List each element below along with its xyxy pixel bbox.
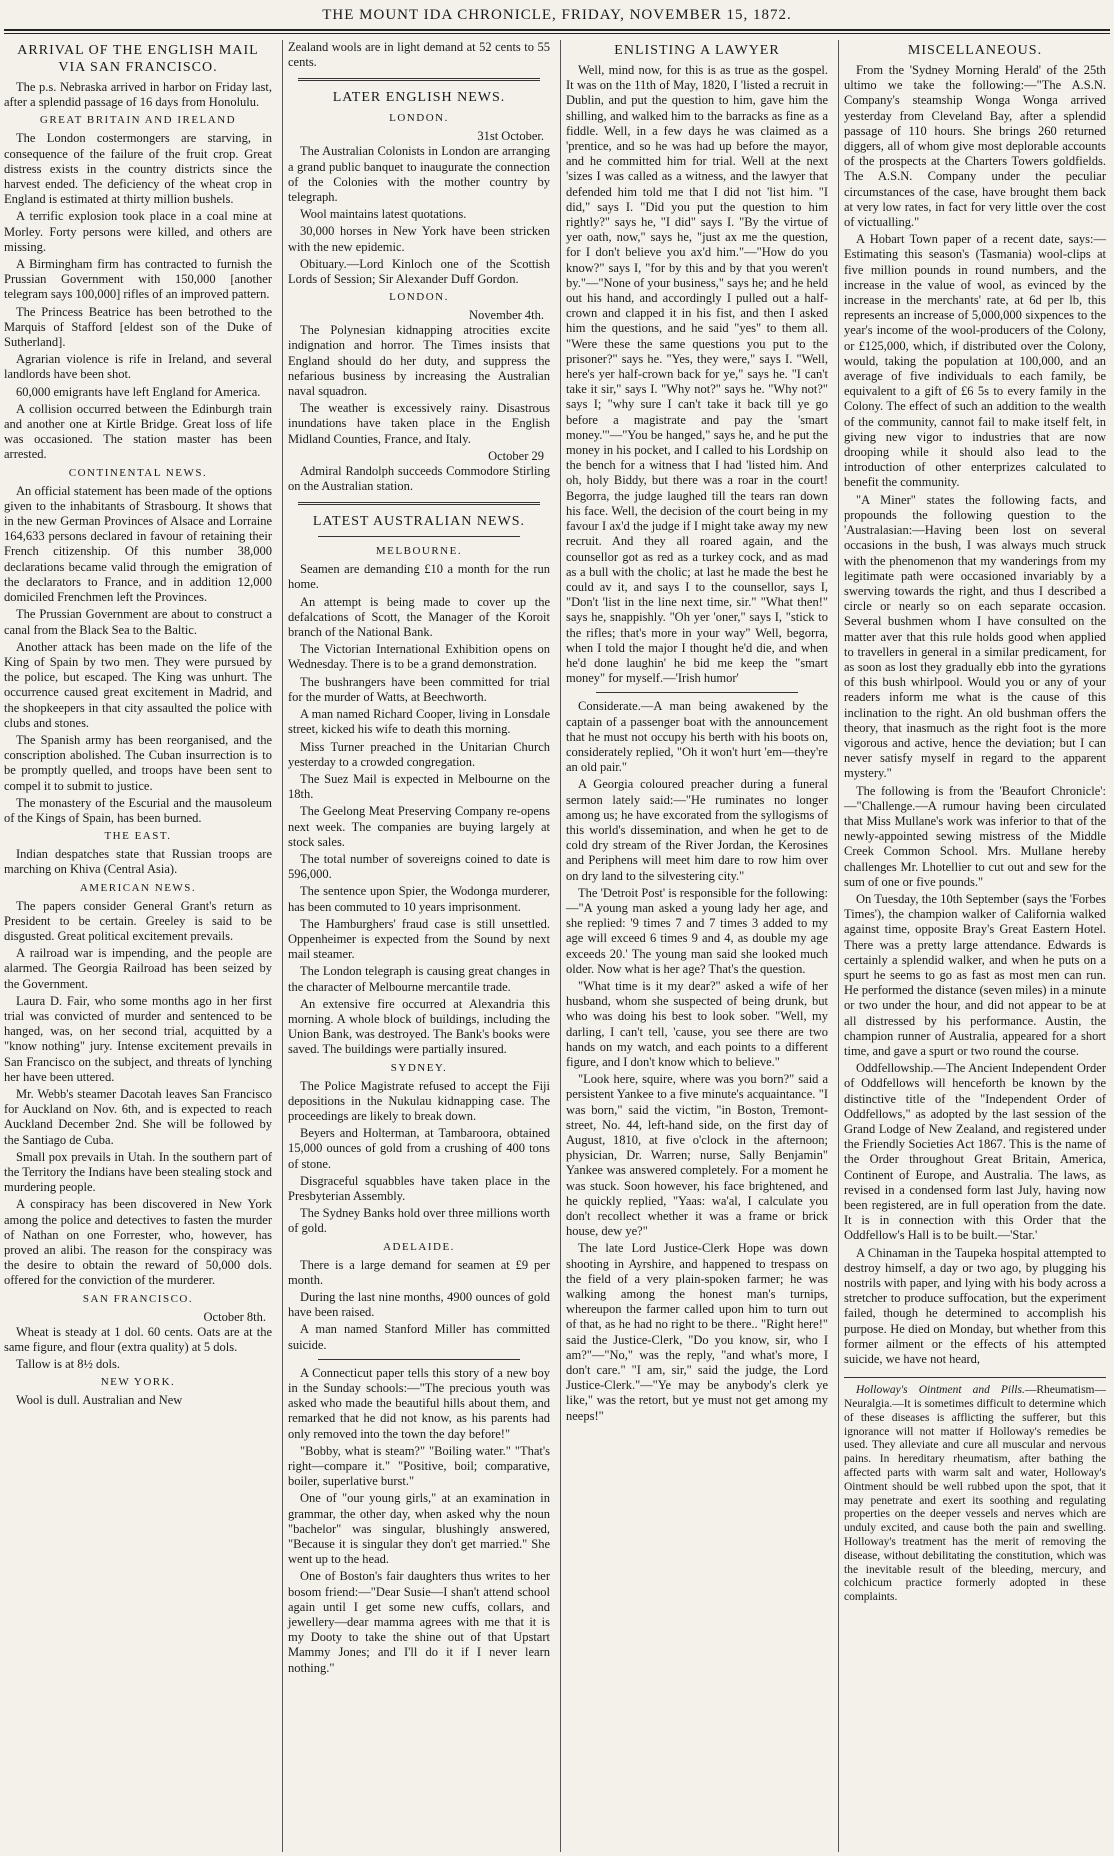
misc-anecdotes: [566, 699, 828, 1424]
article-paragraph: One of Boston's fair daughters thus writes to her bosom friend:—"Dear Susie—I shan't attend school again until I get some new cuffs, collars, and jewellery—dear mamma agrees with me that it is my Dooty to take the shine out of that Upstart Mammy Jones; and I'll do it if I never learn nothing.": [288, 1569, 550, 1675]
section-heading: LONDON.: [389, 291, 449, 304]
article-paragraph: Agrarian violence is rife in Ireland, and several landlords have been shot.: [4, 352, 272, 382]
article-paragraph: Beyers and Holterman, at Tambaroora, obtained 15,000 ounces of gold from a crushing of 400 tons of stone.: [288, 1126, 550, 1171]
article-paragraph: A Connecticut paper tells this story of a new boy in the Sunday schools:—"The precious youth was asked who made the beautiful hills about them, and remarked that he did not know, as his parents had only removed into the town the day before!": [288, 1365, 550, 1441]
article-paragraph: 60,000 emigrants have left England for America.: [16, 384, 261, 399]
article-paragraph: An official statement has been made of the options given to the inhabitants of Strasbourg. It shows that in the new German Provinces of Alsace and Lorraine 164,633 persons declared in favour of retaining their French citizenship. Of this number 38,000 declarations became valid through the emigration of the declarators to France, and in addition 12,000 domiciled Frenchmen left the Provinces.: [4, 483, 272, 605]
article-paragraph: The sentence upon Spier, the Wodonga murderer, has been commuted to 10 years imprisonment.: [288, 884, 550, 914]
divider: [298, 78, 540, 81]
article-paragraph: An attempt is being made to cover up the defalcations of Scott, the Manager of the Koroit branch of the National Bank.: [288, 594, 550, 640]
advertisement-text: —Rheumatism—Neuralgia.—It is sometimes difficult to determine which of these diseases is afflicting the sufferer, but this ignorance will not matter if Holloway's remedies be used. They alleviate and cure all muscular and nervous pains. In hereditary rheumatism, after bathing the affected parts with warm salt and water, Holloway's Ointment should be well rubbed upon the spot, that it may penetrate and exert its soothing and regulating properties on the deeper vessels and nerves which are unduly excited, and cause both the pain and swelling. Holloway's treatment has the merit of removing the disease, without debilitating the constitution, which was the inevitable result of the bleeding, mercury, and colchicum practice formerly adopted in these complaints.: [844, 1384, 1106, 1604]
article-paragraph: Zealand wools are in light demand at 52 cents to 55 cents.: [288, 40, 550, 70]
section-heading: SYDNEY.: [390, 1061, 448, 1074]
article-paragraph: The monastery of the Escurial and the mausoleum of the Kings of Spain, has been burned.: [4, 795, 272, 825]
article-paragraph: The following is from the 'Beaufort Chronicle':—"Challenge.—A rumour having been circulated that Miss Mullane's work was inferior to that of the newly-appointed sewing mistress of the Middle Creek Common School. Mrs. Mullane hereby challenges Mr. Lhotellier to cut out and sew for the sum of one or five pounds.": [844, 783, 1106, 889]
article-paragraph: Miss Turner preached in the Unitarian Church yesterday to a crowded congregation.: [288, 739, 550, 769]
american-news: [4, 899, 272, 1289]
section-heading: AMERICAN NEWS.: [79, 881, 197, 894]
masthead-rule-thin: [4, 33, 1110, 34]
london-news-1: [288, 144, 550, 287]
article-paragraph: A Chinaman in the Taupeka hospital attempted to destroy himself, a day or two ago, by plugging his nostrils with paper, and lying with his body across a stretcher to produce suffocation, but the experiment failed, though he determined to accomplish his purpose. He died on Monday, but whether from this former ailment or the effects of his attempted suicide, we have not heard,: [844, 1245, 1106, 1367]
divider: [318, 1359, 520, 1360]
article-paragraph: A man named Stanford Miller has committed suicide.: [288, 1322, 550, 1352]
article-paragraph: A terrific explosion took place in a coal mine at Morley. Forty persons were killed, and others are missing.: [4, 209, 272, 254]
new-york-news: [4, 1393, 272, 1408]
article-paragraph: The p.s. Nebraska arrived in harbor on Friday last, after a splendid passage of 16 days from Honolulu.: [4, 80, 272, 110]
article-paragraph: Considerate.—A man being awakened by the captain of a passenger boat with the announcement that he must not occupy his berth with his boots on, considerately replied, "Oh it won't hurt 'em—they're an old pair.": [566, 699, 828, 775]
article-paragraph: The Prussian Government are about to construct a canal from the Black Sea to the Baltic.: [4, 607, 272, 637]
misc-anecdotes: [288, 1366, 550, 1676]
section-heading: MELBOURNE.: [375, 545, 463, 558]
london-news-2: [288, 323, 550, 447]
column-3: [560, 40, 832, 1852]
section-heading: CONTINENTAL NEWS.: [68, 466, 208, 479]
article-paragraph: The Victorian International Exhibition opens on Wednesday. There is to be a grand demonstration.: [288, 642, 550, 672]
section-heading: GREAT BRITAIN AND IRELAND: [39, 114, 237, 127]
article-paragraph: The total number of sovereigns coined to date is 596,000.: [288, 851, 550, 882]
october-29-news: [288, 464, 550, 494]
article-paragraph: A conspiracy has been discovered in New York among the police and detectives to fasten the murder of Nathan on one Forrester, who, however, has proved an alibi. The reason for the conspiracy was the desire to obtain the reward of 50,000 dols. offered for the conviction of the murderer.: [4, 1197, 272, 1288]
continental-news: [4, 484, 272, 826]
article-paragraph: One of "our young girls," at an examination in grammar, the other day, when asked why the noun "bachelor" was singular, blushingly answered, "Because it is singular they don't get married." She went up to the head.: [288, 1491, 550, 1567]
article-paragraph: A Birmingham firm has contracted to furnish the Prussian Government with 150,000 [another telegram says 100,000] rifles of an improved pattern.: [4, 257, 272, 302]
article-paragraph: Laura D. Fair, who some months ago in her first trial was convicted of murder and sentenced to be hanged, was, on her second trial, acquitted by a "know nothing" jury. Intense excitement prevails in San Francisco on the subject, and threats of lynching her have been uttered.: [4, 993, 272, 1084]
article-paragraph: Well, mind now, for this is as true as the gospel. It was on the 11th of May, 1820, I 'listed a recruit in Dublin, and put the question to him, gave him the shilling, and walked him to the barracks as fine as a fiddle. Well, in a few days he was claimed as a 'prentice, and so he was had up before the mayor, and he committed him for trial. Well at the next 'sizes I was called as a witness, and the lawyer that defended him told me that I did not 'list him. "I did," says I. "Did you put the question to him rightly?" says he, "I did" says I. "By the virtue of yer oath, now," says he, "just ax me the question, for I don't believe you ax'd him."—"How do you know?" says I, "for by this and by that you weren't by."—"None of your business," says he; and he held out his hand, and accordingly I pulled out a half-crown and clapped it in his fist, and then I asked him the questions, and he said "yes" to them all. "Were these the same questions you put to the prisoner?" says he. "Yes, they were," says I. "Well, here's yer half-crown back for ye," says he. "I can't take it sir," says I. "Why not?" says he. "Why not?" says I; "why sure I can't take it back till ye go before a magistrate and pay the 'smart money.'"—"You be hanged," says he, and he put the money in his pocket, and I called to his Lordship on the bench for a witness that I had 'listed him. And oh, holy Biddy, but there was a roar in the court! Begorra, the judge laughed till the tears ran down his face. Well, the decision of the court being in my favour I ax'd the judge if I might take away my new recruit. And they all roared again, and the counsellor got as red as a turkey cock, and as mad as a bull with the cholic; at last he made the best he could av it, and says I to the counsellor, says I, "Don't 'list in the line next time, sir." "What then!" says he, snappishly. "Oh yer 'oner," says I, "stick to the rifles; that's more in your way" Well, begorra, when I told the major I thought he'd die, and when he'd done laughin' he bid me keep the "smart money" for myself.—'Irish humor': [566, 63, 828, 686]
miscellaneous-heading: MISCELLANEOUS.: [907, 43, 1043, 58]
divider: [318, 536, 520, 537]
article-paragraph: Wool maintains latest quotations.: [300, 207, 467, 222]
page-columns: [4, 40, 1110, 1852]
article-paragraph: A collision occurred between the Edinburgh train and another one at Kirtle Bridge. Great loss of life was occasioned. The station master has been arrested.: [4, 401, 272, 462]
article-paragraph: The Sydney Banks hold over three millions worth of gold.: [288, 1206, 550, 1236]
later-english-heading: LATER ENGLISH NEWS.: [332, 90, 506, 106]
article-paragraph: Indian despatches state that Russian troops are marching on Khiva (Central Asia).: [4, 847, 272, 877]
article-paragraph: During the last nine months, 4900 ounces of gold have been raised.: [288, 1290, 550, 1320]
article-paragraph: A Hobart Town paper of a recent date, says:—Estimating this season's (Tasmania) wool-clips at five million pounds in round numbers, and the increase in the value of wool, as evinced by the increase in the merchants' rate, at 6d per lb, this represents an increase of 5,000,000 sixpences to the year's income of the wool-producers of the Colony, or £125,000, which, if distributed over the Colony, would, taking the population at 100,000, and an average of five individuals to each family, be equivalent to a gift of £6 5s to every family in the Colony. The effect of such an addition to the wealth of the community, cannot fail to make itself felt, in giving new vigor to industries that are now drooping while it should also lead to the introduction of other enterprizes calculated to benefit the community.: [844, 232, 1106, 490]
australian-news-heading: LATEST AUSTRALIAN NEWS.: [312, 514, 526, 530]
section-heading: NEW YORK.: [100, 1376, 176, 1389]
article-paragraph: Mr. Webb's steamer Dacotah leaves San Francisco for Auckland on Nov. 6th, and is expected to reach Auckland December 2nd. She will be followed by the Santiago de Cuba.: [4, 1086, 272, 1147]
column-1: [4, 40, 276, 1852]
article-paragraph: An extensive fire occurred at Alexandria this morning. A whole block of buildings, including the Union Bank, was destroyed. The Bank's books were saved. The buildings were partially insured.: [288, 996, 550, 1057]
article-paragraph: A railroad war is impending, and the people are alarmed. The Georgia Railroad has been seized by the Government.: [4, 946, 272, 991]
gb-news: [4, 131, 272, 462]
melbourne-news: [288, 562, 550, 1057]
article-paragraph: There is a large demand for seamen at £9 per month.: [288, 1257, 550, 1287]
article-paragraph: The Geelong Meat Preserving Company re-opens next week. The companies are buying largely at stock sales.: [288, 804, 550, 849]
article-paragraph: Admiral Randolph succeeds Commodore Stirling on the Australian station.: [288, 463, 550, 494]
sydney-news: [288, 1079, 550, 1237]
article-paragraph: The Hamburghers' fraud case is still unsettled. Oppenheimer is expected from the Sound by next mail steamer.: [288, 916, 550, 962]
column-4: [838, 40, 1110, 1852]
miscellaneous-news: [844, 63, 1106, 1367]
article-paragraph: A Georgia coloured preacher during a funeral sermon lately said:—"He ruminates no longer among us; he have excorated from the syllogisms of this world's dissemination, and when he get to de cold dry stream of the River Jordan, the Kerosines and Periphens will meet him dare to row him over on dry land to the silvestering city.": [566, 777, 828, 883]
article-paragraph: Wheat is steady at 1 dol. 60 cents. Oats are at the same figure, and flour (extra quality) at 5 dols.: [4, 1324, 272, 1354]
san-francisco-news: [4, 1325, 272, 1373]
dateline: October 29: [488, 448, 544, 463]
article-paragraph: Tallow is at 8½ dols.: [16, 1357, 120, 1372]
article-paragraph: "Look here, squire, where was you born?" said a persistent Yankee to a five minute's acquaintance. "I was born," said the victim, "in Boston, Tremont-street, No. 44, left-hand side, on the first day of August, 1810, at five o'clock in the afternoon; physician, Dr. Warren; nurse, Sally Benjamin" Yankee was answered completely. For a moment he was stuck. Soon however, his face brightened, and he quickly replied, "Yaas: wa'al, I calculate you don't recollect whether it was a frame or brick house, dew ye?": [566, 1072, 828, 1239]
divider: [298, 502, 540, 505]
article-paragraph: Oddfellowship.—The Ancient Independent Order of Oddfellows will henceforth be known by the distinctive title of the "Independent Order of Oddfellows," as adopted by the last session of the Grand Lodge of New Zealand, and registered under the Friendly Societies Act 1867. This is the name of the Order throughout Great Britain, America, Continent of Europe, and Australia. The laws, as revised in a condensed form last July, having now been registered, are in full operation from the date. It is in connection with this Order that the Oddfellow's Hall is to be built.—'Star.': [844, 1061, 1106, 1243]
article-paragraph: Small pox prevails in Utah. In the southern part of the Territory the Indians have been stealing stock and murdering people.: [4, 1149, 272, 1195]
divider: [596, 692, 798, 693]
section-heading: SAN FRANCISCO.: [82, 1292, 194, 1305]
section-heading: THE EAST.: [104, 830, 172, 843]
adelaide-news: [288, 1258, 550, 1353]
dateline: November 4th.: [469, 308, 544, 323]
article-paragraph: On Tuesday, the 10th September (says the 'Forbes Times'), the champion walker of California walked against time, opposite Bray's Great Eastern Hotel. There was a pretty large attendance. Edwards is certainly a splendid walker, and when he puts on a spurt he seems to go as fast as most men can run. He performed the distance (seven miles) in a minute or two under the hour, and did not appear to be at all distressed by his performance. Austin, the champion runner of Australia, appeared for a short time, and gave a spurt or two round the course.: [844, 891, 1106, 1058]
article-paragraph: The London telegraph is causing great changes in the character of Melbourne mercantile trade.: [288, 964, 550, 994]
holloway-advertisement: [844, 1377, 1106, 1605]
article-paragraph: Obituary.—Lord Kinloch one of the Scottish Lords of Session; Sir Alexander Duff Gordon.: [288, 256, 550, 287]
article-paragraph: The Australian Colonists in London are arranging a grand public banquet to inaugurate the connection of the Colonies with the mother country by telegraph.: [288, 144, 550, 205]
article-paragraph: The Police Magistrate refused to accept the Fiji depositions in the Nukulau kidnapping case. The proceedings are likely to break down.: [288, 1078, 550, 1123]
article-paragraph: The Spanish army has been reorganised, and the conscription abolished. The Cuban insurrection is to be promptly quelled, and troops have been sent to compel it to submit to justice.: [4, 732, 272, 793]
article-paragraph: The 'Detroit Post' is responsible for the following:—"A young man asked a young lady her age, and she replied: '9 times 7 and 7 times 3 added to my age will exceed 6 times 9 and 4, as double my age exceeds 20.' The young man said she looked much older. Now what is her age? That's the question.: [566, 885, 828, 976]
article-paragraph: A man named Richard Cooper, living in Lonsdale street, kicked his wife to death this morning.: [288, 707, 550, 737]
article-paragraph: Seamen are demanding £10 a month for the run home.: [288, 562, 550, 592]
article-paragraph: "A Miner" states the following facts, and propounds the following question to the 'Australasian:—Having been lost on several occasions in the bush, I was always much struck with the phenomenon that my wanderings from my legitimate path were occasioned invariably by a swerving towards the right, and thus I described a circle or nearly so on each separate occasion. Several bushmen whom I have consulted on the matter aver that this rule holds good when applied to travellers in general in a similar predicament, for as soon as lost they gradually ebb into the gyrations of this bush whirlpool. Would you or any of your readers inform me what is the cause of this inclination to the right. An old bushman offers the theory, that inasmuch as the right foot is the more vigorous and active, hence the deviation; but I can never satisfy myself in regard to the apparent mystery.": [844, 492, 1106, 781]
masthead-rule: [4, 29, 1110, 31]
article-paragraph: The London costermongers are starving, in consequence of the failure of the fruit crop. Great distress exists in the country districts since the harvest ended. The deficiency of the wheat crop in England is estimated at thirty million bushels.: [4, 131, 272, 207]
article-paragraph: Wool is dull. Australian and New: [16, 1393, 183, 1408]
article-paragraph: From the 'Sydney Morning Herald' of the 25th ultimo we take the following:—"The A.S.N. Company's steamship Wonga Wonga arrived yesterday from Cleveland Bay, after a splendid passage of 110 hours. She brings 260 returned diggers, all of whom give most deplorable accounts of the prospects at the Charters Towers goldfields. The A.S.N. Company under the peculiar circumstances of the case, have brought them back at very low rates, in fact for very little over the cost of victualling.": [844, 63, 1106, 230]
article-paragraph: "What time is it my dear?" asked a wife of her husband, whom she suspected of being drunk, but who was doing his best to look sober. "Well, my darling, I can't tell, 'cause, you see there are two hands on my watch, and each points to a different figure, and I don't know which to believe.": [566, 978, 828, 1069]
article-paragraph: The bushrangers have been committed for trial for the murder of Watts, at Beechworth.: [288, 674, 550, 704]
section-heading: ADELAIDE.: [383, 1240, 455, 1253]
article-paragraph: The weather is excessively rainy. Disastrous inundations have taken place in the English Midland Counties, France, and Italy.: [288, 401, 550, 446]
enlisting-lawyer-story: [566, 63, 828, 686]
dateline: October 8th.: [203, 1309, 266, 1324]
dateline: 31st October.: [477, 129, 544, 144]
article-paragraph: 30,000 horses in New York have been stricken with the new epidemic.: [288, 224, 550, 254]
section-heading: LONDON.: [389, 112, 449, 125]
article-paragraph: Another attack has been made on the life of the King of Spain by two men. They were pursued by the police, but escaped. The King was unhurt. The occurrence caused great excitement in Madrid, and the shopkeepers in that city assaulted the police with clubs and stones.: [4, 639, 272, 730]
article-paragraph: Disgraceful squabbles have taken place in the Presbyterian Assembly.: [288, 1173, 550, 1203]
article-paragraph: The Princess Beatrice has been betrothed to the Marquis of Stafford [eldest son of the Duke of Sutherland].: [4, 304, 272, 350]
enlisting-lawyer-heading: ENLISTING A LAWYER: [614, 43, 780, 58]
masthead: THE MOUNT IDA CHRONICLE, FRIDAY, NOVEMBER 15, 1872.: [322, 7, 792, 23]
english-mail-heading: ARRIVAL OF THE ENGLISH MAIL VIA SAN FRANCISCO.: [17, 43, 259, 75]
column-2: [282, 40, 554, 1852]
article-paragraph: The Suez Mail is expected in Melbourne on the 18th.: [288, 771, 550, 802]
east-news: [4, 847, 272, 877]
article-paragraph: The late Lord Justice-Clerk Hope was down shooting in Ayrshire, and happened to trespass on the field of a very plain-spoken farmer; he was walking among the honest man's turnips, whereupon the farmer called upon him to turn out of that, as he had no right to be there.. "Right here!" said the Justice-Clerk, "Do you know, sir, who I am?"—"No," was the reply, "and what's more, I don't care." "I am, sir," said the judge, the Lord Justice-Clerk."—"Ye may be anybody's clerk ye like," was the retort, but ye must not get among my neeps!": [566, 1241, 828, 1423]
advertisement-title: Holloway's Ointment and Pills.: [856, 1384, 1025, 1397]
article-paragraph: The papers consider General Grant's return as President to be certain. Greeley is said to be disgusted. Great political excitement prevails.: [4, 898, 272, 943]
article-paragraph: The Polynesian kidnapping atrocities excite indignation and horror. The Times insists that England should do her duty, and suppress the nefarious business by increasing the Australian naval squadron.: [288, 323, 550, 399]
article-paragraph: "Bobby, what is steam?" "Boiling water." "That's right—compare it." "Positive, boil; comparative, boiler, superlative burst.": [288, 1443, 550, 1489]
